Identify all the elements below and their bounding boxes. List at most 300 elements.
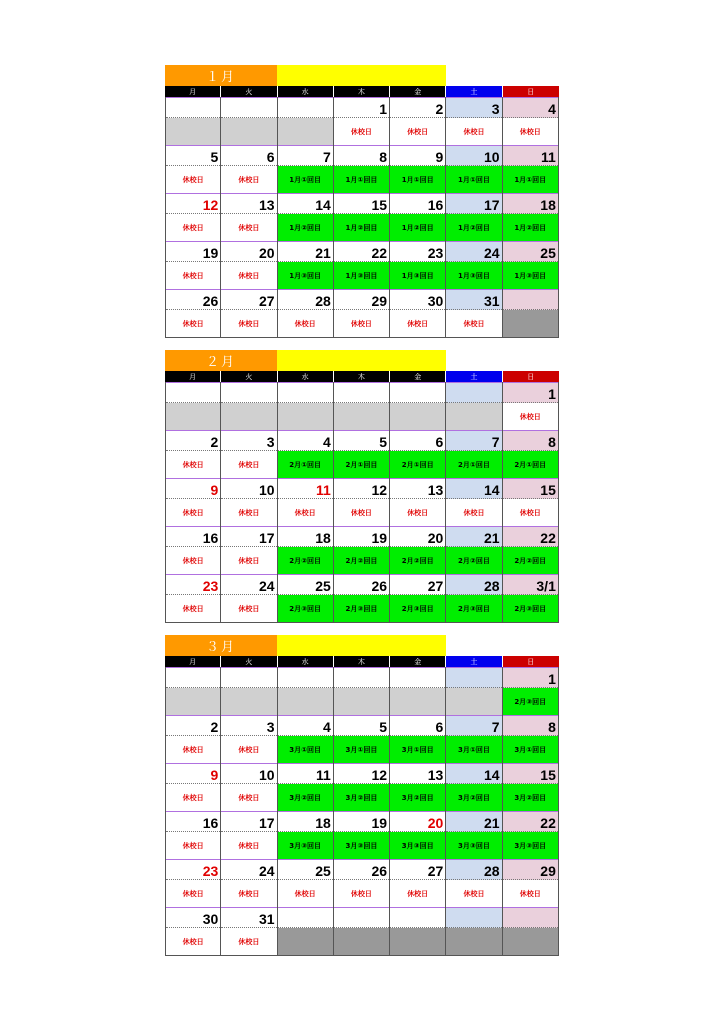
day-cell — [334, 907, 390, 956]
school-closed-label: 休校日 — [166, 262, 220, 289]
weekday-label: 水 — [278, 371, 334, 382]
day-cell — [278, 97, 334, 145]
day-number: 5 — [334, 430, 389, 451]
week-row — [165, 859, 559, 907]
day-cell — [278, 859, 334, 907]
empty-day-slot — [221, 118, 276, 145]
day-cell — [334, 763, 390, 811]
month-title-row — [165, 65, 559, 86]
day-cell — [278, 715, 334, 763]
day-cell — [334, 715, 390, 763]
day-cell — [446, 478, 502, 526]
title-spacer — [446, 65, 559, 86]
day-number: 8 — [503, 715, 558, 736]
empty-day-slot — [446, 928, 501, 955]
day-cell — [446, 145, 502, 193]
day-cell — [221, 478, 277, 526]
day-number: 26 — [334, 859, 389, 880]
lesson-session-label: 2月①回目 — [503, 451, 558, 478]
day-number: 8 — [334, 145, 389, 166]
day-cell — [165, 859, 221, 907]
lesson-session-label: 2月①回目 — [390, 451, 445, 478]
day-number: 14 — [446, 763, 501, 784]
day-number: 3 — [446, 97, 501, 118]
day-number — [334, 382, 389, 403]
day-number: 3 — [221, 430, 276, 451]
weekday-label: 木 — [334, 656, 390, 667]
weekday-label: 水 — [278, 86, 334, 97]
school-closed-label: 休校日 — [166, 736, 220, 763]
lesson-session-label: 2月②回目 — [334, 547, 389, 574]
day-cell — [165, 526, 221, 574]
day-cell — [390, 667, 446, 715]
lesson-session-label: 2月②回目 — [278, 547, 333, 574]
day-number — [446, 907, 501, 928]
title-band — [277, 350, 446, 371]
day-number: 16 — [390, 193, 445, 214]
month-block — [165, 350, 559, 623]
school-closed-label: 休校日 — [221, 832, 276, 859]
day-cell — [390, 193, 446, 241]
weekday-header — [165, 86, 559, 97]
empty-day-slot — [278, 403, 333, 430]
empty-day-slot — [166, 403, 220, 430]
day-cell — [221, 145, 277, 193]
weekday-label: 土 — [446, 86, 502, 97]
day-number: 6 — [390, 430, 445, 451]
week-row — [165, 526, 559, 574]
lesson-session-label: 1月①回目 — [446, 166, 501, 193]
title-band — [277, 65, 446, 86]
day-cell — [334, 859, 390, 907]
day-number: 20 — [221, 241, 276, 262]
day-cell — [165, 430, 221, 478]
day-number — [278, 667, 333, 688]
day-number — [278, 382, 333, 403]
weekday-label: 月 — [165, 371, 221, 382]
school-closed-label: 休校日 — [278, 310, 333, 337]
weekday-label: 日 — [503, 86, 559, 97]
day-cell — [446, 763, 502, 811]
day-cell — [390, 478, 446, 526]
day-number: 11 — [278, 478, 333, 499]
empty-day-slot — [278, 688, 333, 715]
week-row — [165, 574, 559, 623]
day-cell — [278, 526, 334, 574]
empty-day-slot — [278, 118, 333, 145]
day-number: 19 — [334, 526, 389, 547]
day-number: 18 — [278, 526, 333, 547]
lesson-session-label: 3月②回目 — [503, 784, 558, 811]
day-number — [166, 382, 220, 403]
school-closed-label: 休校日 — [221, 499, 276, 526]
day-cell — [278, 907, 334, 956]
day-number: 27 — [221, 289, 276, 310]
day-number: 4 — [278, 430, 333, 451]
day-number: 23 — [390, 241, 445, 262]
lesson-session-label: 1月②回目 — [334, 214, 389, 241]
month-block — [165, 635, 559, 956]
day-number: 28 — [446, 859, 501, 880]
school-closed-label: 休校日 — [390, 118, 445, 145]
day-cell — [503, 97, 559, 145]
school-closed-label: 休校日 — [166, 499, 220, 526]
weekday-label: 木 — [334, 371, 390, 382]
week-row — [165, 241, 559, 289]
day-number: 23 — [166, 574, 220, 595]
school-closed-label: 休校日 — [221, 595, 276, 622]
day-number: 31 — [221, 907, 276, 928]
day-cell — [446, 382, 502, 430]
day-number — [334, 907, 389, 928]
day-number: 19 — [166, 241, 220, 262]
day-number: 17 — [446, 193, 501, 214]
lesson-session-label: 3月③回目 — [278, 832, 333, 859]
day-cell — [278, 430, 334, 478]
school-closed-label: 休校日 — [390, 499, 445, 526]
month-label: ３月 — [165, 635, 277, 656]
day-cell — [165, 382, 221, 430]
day-number: 14 — [278, 193, 333, 214]
week-row — [165, 811, 559, 859]
month-block — [165, 65, 559, 338]
empty-day-slot — [221, 688, 276, 715]
day-cell — [221, 907, 277, 956]
empty-day-slot — [221, 403, 276, 430]
lesson-session-label: 1月③回目 — [334, 262, 389, 289]
day-cell — [221, 430, 277, 478]
lesson-session-label: 1月③回目 — [390, 262, 445, 289]
weekday-header — [165, 656, 559, 667]
lesson-session-label: 3月①回目 — [390, 736, 445, 763]
school-closed-label: 休校日 — [446, 310, 501, 337]
school-closed-label: 休校日 — [446, 880, 501, 907]
day-number: 11 — [278, 763, 333, 784]
title-spacer — [446, 635, 559, 656]
week-row — [165, 478, 559, 526]
day-number — [221, 667, 276, 688]
weekday-label: 土 — [446, 656, 502, 667]
day-number — [446, 667, 501, 688]
empty-day-slot — [334, 403, 389, 430]
day-number: 8 — [503, 430, 558, 451]
school-closed-label: 休校日 — [221, 880, 276, 907]
day-number: 7 — [446, 715, 501, 736]
title-spacer — [446, 350, 559, 371]
day-number: 5 — [166, 145, 220, 166]
day-number: 29 — [503, 859, 558, 880]
day-number: 7 — [278, 145, 333, 166]
lesson-session-label: 2月③回目 — [503, 595, 558, 622]
day-cell — [278, 193, 334, 241]
day-number: 20 — [390, 526, 445, 547]
week-row — [165, 907, 559, 956]
day-number: 24 — [221, 859, 276, 880]
school-closed-label: 休校日 — [278, 880, 333, 907]
day-number — [446, 382, 501, 403]
day-number: 12 — [334, 478, 389, 499]
day-number: 3/1 — [503, 574, 558, 595]
day-cell — [334, 430, 390, 478]
day-number: 17 — [221, 811, 276, 832]
day-number: 10 — [221, 478, 276, 499]
lesson-session-label: 1月③回目 — [503, 262, 558, 289]
school-closed-label: 休校日 — [334, 310, 389, 337]
day-number: 24 — [221, 574, 276, 595]
day-cell — [446, 526, 502, 574]
day-cell — [165, 289, 221, 338]
day-number: 13 — [221, 193, 276, 214]
day-cell — [278, 289, 334, 338]
school-closed-label: 休校日 — [221, 547, 276, 574]
school-closed-label: 休校日 — [221, 166, 276, 193]
day-cell — [446, 241, 502, 289]
day-cell — [503, 430, 559, 478]
day-cell — [165, 145, 221, 193]
day-cell — [221, 382, 277, 430]
school-closed-label: 休校日 — [166, 547, 220, 574]
week-row — [165, 145, 559, 193]
week-row — [165, 763, 559, 811]
day-number: 13 — [390, 763, 445, 784]
day-number: 6 — [221, 145, 276, 166]
school-closed-label: 休校日 — [390, 310, 445, 337]
day-number — [166, 97, 220, 118]
day-cell — [390, 289, 446, 338]
weekday-label: 金 — [390, 656, 446, 667]
lesson-session-label: 2月①回目 — [446, 451, 501, 478]
day-number: 15 — [503, 478, 558, 499]
day-number: 23 — [166, 859, 220, 880]
day-cell — [221, 574, 277, 623]
day-cell — [334, 526, 390, 574]
day-number: 21 — [278, 241, 333, 262]
school-closed-label: 休校日 — [166, 214, 220, 241]
week-row — [165, 97, 559, 145]
day-cell — [446, 430, 502, 478]
school-closed-label: 休校日 — [221, 451, 276, 478]
empty-day-slot — [446, 403, 501, 430]
empty-day-slot — [334, 688, 389, 715]
school-closed-label: 休校日 — [166, 832, 220, 859]
lesson-session-label: 1月②回目 — [390, 214, 445, 241]
day-number — [390, 907, 445, 928]
school-closed-label: 休校日 — [166, 166, 220, 193]
day-cell — [278, 811, 334, 859]
school-closed-label: 休校日 — [221, 262, 276, 289]
day-cell — [278, 574, 334, 623]
lesson-session-label: 3月①回目 — [446, 736, 501, 763]
school-closed-label: 休校日 — [221, 928, 276, 955]
day-cell — [221, 289, 277, 338]
day-number — [390, 667, 445, 688]
day-number: 11 — [503, 145, 558, 166]
week-row — [165, 715, 559, 763]
day-number: 12 — [166, 193, 220, 214]
day-number: 6 — [390, 715, 445, 736]
day-number: 22 — [334, 241, 389, 262]
day-cell — [278, 763, 334, 811]
day-number — [503, 289, 558, 310]
lesson-session-label: 1月①回目 — [503, 166, 558, 193]
day-cell — [446, 907, 502, 956]
day-number: 30 — [166, 907, 220, 928]
day-number: 27 — [390, 574, 445, 595]
day-number: 7 — [446, 430, 501, 451]
day-number: 1 — [334, 97, 389, 118]
day-number: 28 — [278, 289, 333, 310]
day-cell — [221, 715, 277, 763]
day-cell — [503, 859, 559, 907]
weekday-header — [165, 371, 559, 382]
day-cell — [390, 241, 446, 289]
day-cell — [503, 289, 559, 338]
lesson-session-label: 1月①回目 — [334, 166, 389, 193]
weekday-label: 水 — [278, 656, 334, 667]
lesson-session-label: 3月②回目 — [446, 784, 501, 811]
day-cell — [390, 382, 446, 430]
school-closed-label: 休校日 — [221, 736, 276, 763]
day-number: 30 — [390, 289, 445, 310]
day-number: 21 — [446, 811, 501, 832]
lesson-session-label: 2月②回目 — [446, 547, 501, 574]
month-label: １月 — [165, 65, 277, 86]
week-row — [165, 430, 559, 478]
weekday-label: 金 — [390, 86, 446, 97]
empty-day-slot — [446, 688, 501, 715]
day-number — [221, 382, 276, 403]
lesson-session-label: 1月②回目 — [503, 214, 558, 241]
day-number: 26 — [334, 574, 389, 595]
weekday-label: 火 — [221, 371, 277, 382]
school-closed-label: 休校日 — [166, 928, 220, 955]
day-cell — [334, 97, 390, 145]
day-number: 10 — [221, 763, 276, 784]
day-cell — [390, 145, 446, 193]
day-cell — [165, 907, 221, 956]
empty-day-slot — [390, 688, 445, 715]
empty-day-slot — [334, 928, 389, 955]
day-cell — [165, 97, 221, 145]
day-cell — [278, 241, 334, 289]
day-cell — [165, 193, 221, 241]
day-cell — [334, 811, 390, 859]
day-cell — [334, 193, 390, 241]
school-closed-label: 休校日 — [503, 118, 558, 145]
day-cell — [165, 574, 221, 623]
day-cell — [221, 526, 277, 574]
school-closed-label: 休校日 — [503, 880, 558, 907]
lesson-session-label: 3月③回目 — [446, 832, 501, 859]
day-number: 31 — [446, 289, 501, 310]
lesson-session-label: 3月③回目 — [390, 832, 445, 859]
day-number: 27 — [390, 859, 445, 880]
month-title-row — [165, 635, 559, 656]
lesson-session-label: 3月①回目 — [278, 736, 333, 763]
empty-day-slot — [278, 928, 333, 955]
school-closed-label: 休校日 — [166, 784, 220, 811]
day-cell — [221, 811, 277, 859]
day-cell — [165, 715, 221, 763]
day-cell — [278, 382, 334, 430]
day-cell — [503, 811, 559, 859]
lesson-session-label: 1月③回目 — [446, 262, 501, 289]
day-cell — [503, 907, 559, 956]
day-cell — [390, 859, 446, 907]
day-number: 18 — [278, 811, 333, 832]
day-cell — [278, 478, 334, 526]
day-cell — [446, 574, 502, 623]
day-number — [503, 907, 558, 928]
lesson-session-label: 3月③回目 — [503, 832, 558, 859]
day-cell — [165, 667, 221, 715]
day-cell — [503, 715, 559, 763]
lesson-session-label: 3月①回目 — [334, 736, 389, 763]
school-closed-label: 休校日 — [334, 118, 389, 145]
day-cell — [390, 574, 446, 623]
day-number: 4 — [503, 97, 558, 118]
lesson-session-label: 1月③回目 — [278, 262, 333, 289]
day-cell — [390, 430, 446, 478]
weekday-label: 火 — [221, 86, 277, 97]
day-number: 26 — [166, 289, 220, 310]
day-cell — [221, 241, 277, 289]
lesson-session-label: 1月①回目 — [390, 166, 445, 193]
lesson-session-label: 2月③回目 — [334, 595, 389, 622]
day-number: 15 — [334, 193, 389, 214]
day-number — [166, 667, 220, 688]
week-row — [165, 382, 559, 430]
day-cell — [334, 289, 390, 338]
school-closed-label: 休校日 — [390, 880, 445, 907]
day-number: 1 — [503, 382, 558, 403]
day-number: 1 — [503, 667, 558, 688]
day-number: 28 — [446, 574, 501, 595]
day-number: 25 — [278, 859, 333, 880]
weekday-label: 日 — [503, 656, 559, 667]
weekday-label: 日 — [503, 371, 559, 382]
day-cell — [446, 97, 502, 145]
school-closed-label: 休校日 — [446, 499, 501, 526]
lesson-session-label: 2月③回目 — [503, 688, 558, 715]
day-cell — [390, 97, 446, 145]
day-number: 22 — [503, 811, 558, 832]
school-closed-label: 休校日 — [503, 499, 558, 526]
day-cell — [446, 667, 502, 715]
lesson-session-label: 2月①回目 — [278, 451, 333, 478]
day-number: 21 — [446, 526, 501, 547]
day-cell — [390, 763, 446, 811]
day-cell — [334, 382, 390, 430]
day-number: 17 — [221, 526, 276, 547]
day-cell — [165, 811, 221, 859]
day-cell — [390, 715, 446, 763]
day-cell — [446, 193, 502, 241]
school-closed-label: 休校日 — [166, 310, 220, 337]
lesson-session-label: 2月①回目 — [334, 451, 389, 478]
day-cell — [503, 382, 559, 430]
lesson-session-label: 1月②回目 — [446, 214, 501, 241]
school-closed-label: 休校日 — [166, 880, 220, 907]
weekday-label: 木 — [334, 86, 390, 97]
school-closed-label: 休校日 — [278, 499, 333, 526]
day-number: 2 — [390, 97, 445, 118]
school-closed-label: 休校日 — [334, 880, 389, 907]
day-number: 9 — [166, 478, 220, 499]
empty-day-slot — [390, 403, 445, 430]
month-label: ２月 — [165, 350, 277, 371]
day-cell — [446, 715, 502, 763]
